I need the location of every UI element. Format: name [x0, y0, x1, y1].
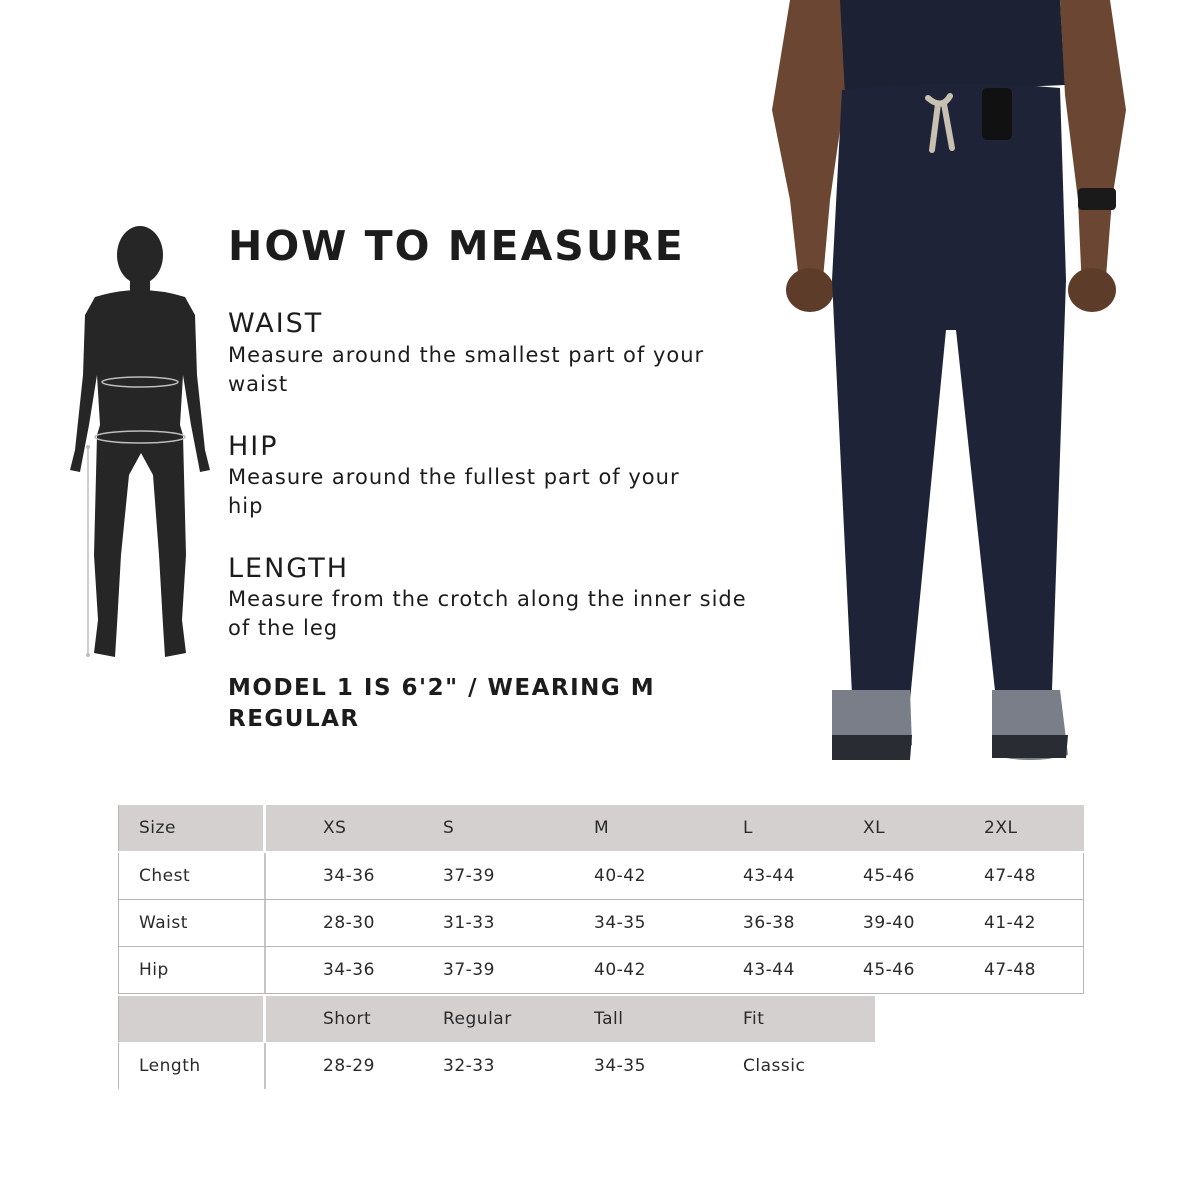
table-cell: 34-35	[594, 1056, 646, 1076]
table-row	[118, 947, 1084, 994]
table-cell: 45-46	[863, 866, 915, 886]
model-note: MODEL 1 IS 6'2" / WEARING M REGULAR	[228, 675, 656, 732]
hip-title: HIP	[228, 431, 279, 462]
waist-title: WAIST	[228, 308, 324, 339]
size-header-row	[118, 805, 1084, 851]
length-header-label	[118, 996, 266, 1042]
table-cell: 43-44	[743, 866, 795, 886]
waist-description: Measure around the smallest part of your waist	[228, 343, 705, 396]
length-header-row	[118, 996, 875, 1042]
table-cell: 39-40	[863, 913, 915, 933]
table-cell: 36-38	[743, 913, 795, 933]
table-cell: 34-36	[323, 960, 375, 980]
size-header-cell: M	[594, 818, 610, 838]
table-cell: 40-42	[594, 866, 646, 886]
length-header-cell: Regular	[443, 1009, 512, 1029]
table-cell: 37-39	[443, 866, 495, 886]
length-title: LENGTH	[228, 553, 350, 584]
row-label-waist: Waist	[118, 900, 266, 946]
size-header-cell: 2XL	[984, 818, 1018, 838]
table-cell: 31-33	[443, 913, 495, 933]
table-cell: 28-30	[323, 913, 375, 933]
body-silhouette-figure	[55, 225, 225, 665]
length-header-cell: Fit	[743, 1009, 765, 1029]
size-header-cell: XS	[323, 818, 347, 838]
table-cell: 28-29	[323, 1056, 375, 1076]
table-cell: 40-42	[594, 960, 646, 980]
size-header-label: Size	[118, 805, 266, 851]
table-cell: 47-48	[984, 866, 1036, 886]
table-cell: 34-36	[323, 866, 375, 886]
row-label-length: Length	[118, 1043, 266, 1089]
size-header-cell: L	[743, 818, 753, 838]
table-cell: 37-39	[443, 960, 495, 980]
table-cell: 34-35	[594, 913, 646, 933]
table-cell: 41-42	[984, 913, 1036, 933]
how-to-measure-heading: HOW TO MEASURE	[228, 222, 685, 270]
table-cell: 32-33	[443, 1056, 495, 1076]
length-header-cell: Short	[323, 1009, 372, 1029]
table-row	[118, 900, 1084, 947]
table-row	[118, 1043, 875, 1089]
model-photo	[760, 0, 1140, 770]
length-description: Measure from the crotch along the inner side of the leg	[228, 587, 747, 640]
row-label-hip: Hip	[118, 947, 266, 993]
size-header-cell: S	[443, 818, 455, 838]
hip-description: Measure around the fullest part of your hip	[228, 465, 680, 518]
table-cell: 45-46	[863, 960, 915, 980]
table-cell: 47-48	[984, 960, 1036, 980]
row-label-chest: Chest	[118, 853, 266, 899]
size-header-cell: XL	[863, 818, 886, 838]
table-cell: Classic	[743, 1056, 806, 1076]
table-row	[118, 853, 1084, 900]
length-header-cell: Tall	[594, 1009, 624, 1029]
table-cell: 43-44	[743, 960, 795, 980]
